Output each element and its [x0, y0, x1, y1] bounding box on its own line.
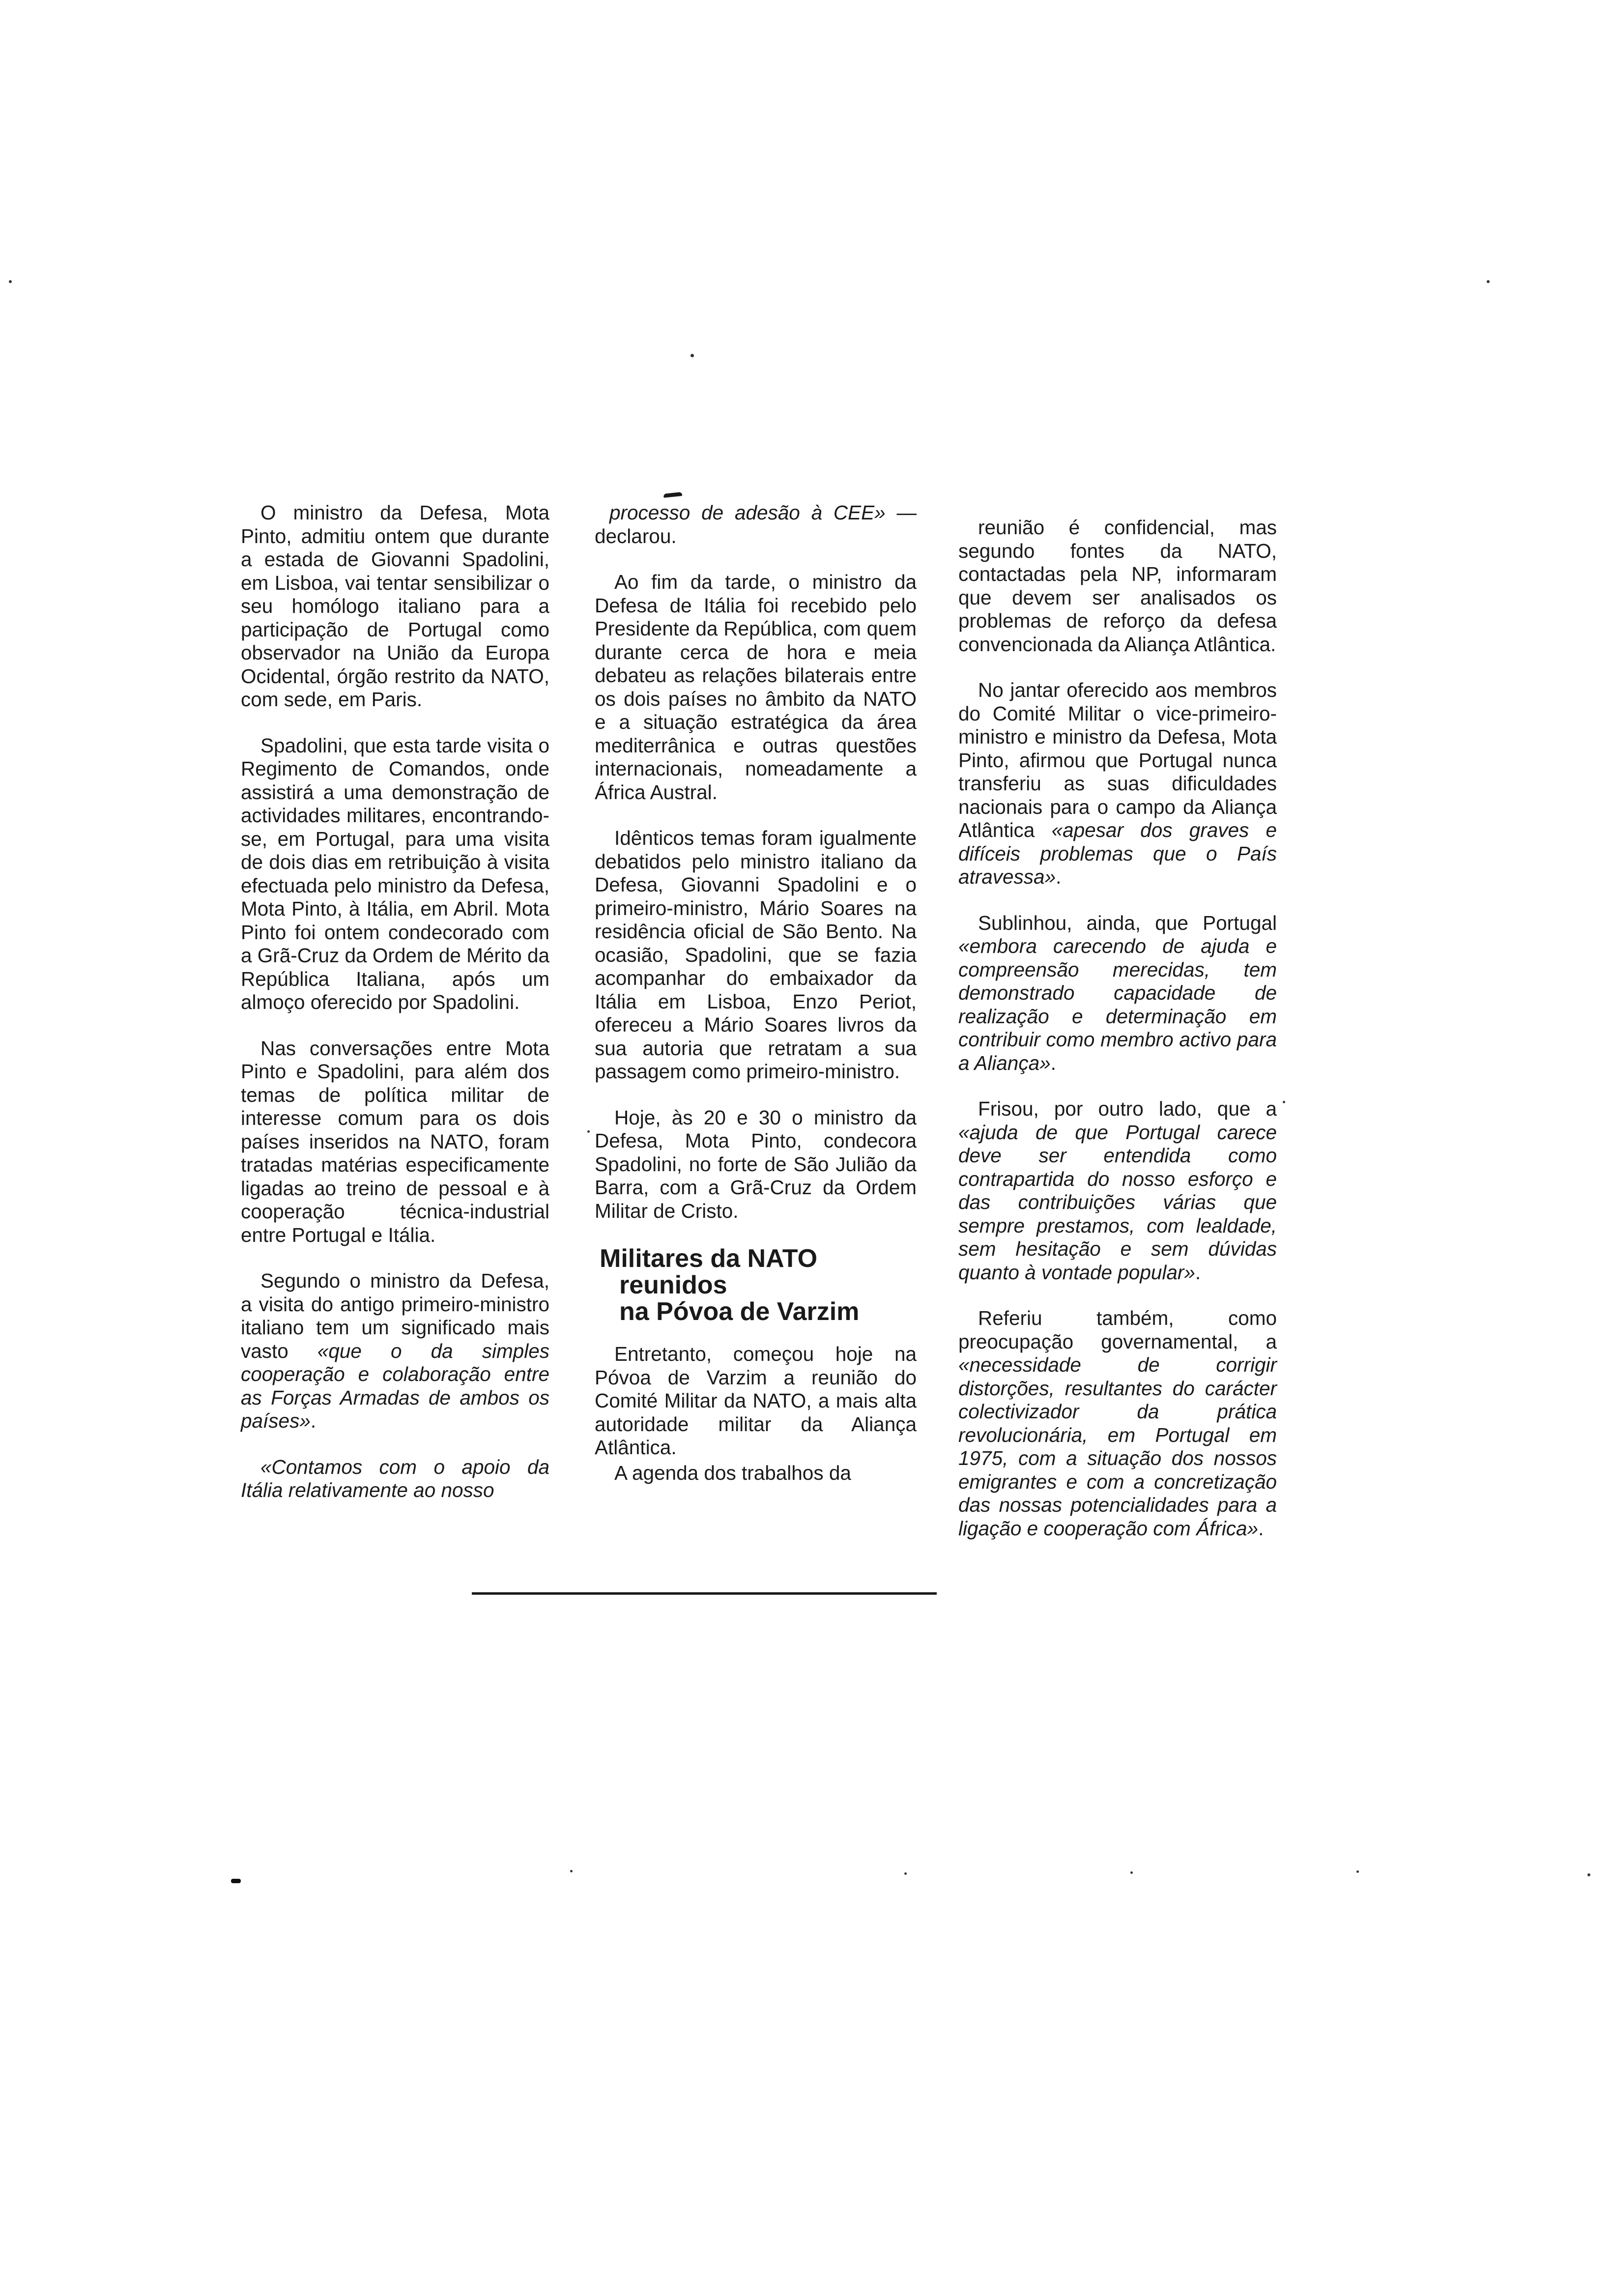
quotation: «apesar dos graves e difíceis problemas que o País atravessa» — [958, 819, 1277, 888]
scan-speck — [1283, 1101, 1285, 1103]
heading-line: na Póvoa de Varzim — [619, 1297, 860, 1326]
scan-speck — [1130, 1871, 1133, 1874]
paragraph: O ministro da Defesa, Mota Pinto, admitiu ontem que durante a estada de Giovanni Spadolini, em Lisboa, vai tentar sensibilizar o seu homólogo italiano para a participação de Portugal como observador na União da Europa Ocidental, órgão restrito da NATO, com sede, em Paris. — [241, 501, 549, 711]
paragraph-end: . — [1195, 1261, 1201, 1284]
paragraph: reunião é confidencial, mas segundo fontes da NATO, contactadas pela NP, informaram que devem ser analisados os problemas de reforço da defesa convencionada da Aliança Atlântica. — [958, 516, 1277, 656]
paragraph-text: No jantar oferecido aos membros do Comité Militar o vice-primeiro-ministro e ministro da Defesa, Mota Pinto, afirmou que Portugal nunca transferiu as suas dificuldades nacionais para o campo da Aliança Atlântica — [958, 679, 1277, 841]
paragraph: Hoje, às 20 e 30 o ministro da Defesa, Mota Pinto, condecora Spadolini, no forte de São Julião da Barra, com a Grã-Cruz da Ordem Militar de Cristo. — [595, 1106, 917, 1222]
paragraph-end: . — [1056, 865, 1062, 888]
paragraph: Idênticos temas foram igualmente debatidos pelo ministro italiano da Defesa, Giovanni Spadolini e o primeiro-ministro, Mário Soares na residência oficial de São Bento. Na ocasião, Spadolini, que se fazia acompanhar do embaixador da Itália em Lisboa, Enzo Periot, ofereceu a Mário Soares livros da sua autoria que retratam a sua passagem como primeiro-ministro. — [595, 827, 917, 1083]
scan-speck — [1587, 1873, 1590, 1876]
column-bottom-rule — [472, 1592, 937, 1595]
paragraph-end: . — [1258, 1517, 1264, 1540]
column-top-mark — [663, 492, 683, 498]
quotation: «embora carecendo de ajuda e compreensão merecidas, tem demonstrado capacidade de realização e determinação em contribuir como membro activo para a Aliança» — [958, 935, 1277, 1074]
paragraph — [241, 1456, 549, 1502]
paragraph-end: — declarou. — [595, 501, 917, 547]
paragraph — [595, 501, 917, 548]
paragraph-text: Frisou, por outro lado, que a — [978, 1097, 1277, 1120]
scan-speck — [904, 1872, 907, 1875]
paragraph: Entretanto, começou hoje na Póvoa de Varzim a reunião do Comité Militar da NATO, a mais alta autoridade militar da Aliança Atlântica. — [595, 1343, 917, 1459]
scan-speck — [1487, 280, 1490, 283]
paragraph-end: . — [1050, 1051, 1056, 1074]
quotation: «Contamos com o apoio da Itália relativamente ao nosso — [241, 1455, 549, 1501]
paragraph-end: . — [310, 1409, 317, 1432]
article-column-3 — [958, 516, 1277, 1540]
section-heading — [600, 1245, 917, 1325]
paragraph — [958, 1307, 1277, 1540]
article-column-1 — [241, 501, 549, 1502]
paragraph — [958, 679, 1277, 889]
paragraph-text: Segundo o ministro da Defesa, a visita do antigo primeiro-ministro italiano tem um significado mais vasto — [241, 1269, 549, 1362]
paragraph-text: Referiu também, como preocupação governamental, a — [958, 1307, 1277, 1353]
paragraph: Nas conversações entre Mota Pinto e Spadolini, para além dos temas de política militar de interesse comum para os dois países inseridos na NATO, foram tratadas matérias especificamente ligadas ao treino de pessoal e à cooperação técnica-industrial entre Portugal e Itália. — [241, 1036, 549, 1246]
quotation: «que o da simples cooperação e colaboração entre as Forças Armadas de ambos os países» — [241, 1339, 549, 1432]
quotation: processo de adesão à CEE» — [609, 501, 886, 524]
paragraph-text: Sublinhou, ainda, que Portugal — [978, 911, 1277, 934]
scan-mark — [231, 1879, 241, 1883]
article-column-2 — [595, 501, 917, 1485]
heading-line: reunidos — [619, 1271, 727, 1299]
heading-line: Militares da NATO — [600, 1244, 818, 1273]
scan-speck — [9, 280, 12, 283]
paragraph: Ao fim da tarde, o ministro da Defesa de Itália foi recebido pelo Presidente da República, com quem durante cerca de hora e meia debateu as relações bilaterais entre os dois países no âmbito da NATO e a situação estratégica da área mediterrânica e outras questões internacionais, nomeadamente a África Austral. — [595, 571, 917, 804]
quotation: «necessidade de corrigir distorções, resultantes do carácter colectivizador da prática revolucionária, em Portugal em 1975, com a situação dos nossos emigrantes e com a concretização das nossas potencialidades para a ligação e cooperação com África» — [958, 1353, 1277, 1540]
scan-speck — [1356, 1870, 1359, 1873]
paragraph: A agenda dos trabalhos da — [614, 1461, 851, 1484]
scan-speck — [691, 354, 694, 357]
paragraph — [241, 1269, 549, 1433]
paragraph: Spadolini, que esta tarde visita o Regimento de Comandos, onde assistirá a uma demonstração de actividades militares, encontrando-se, em Portugal, para uma visita de dois dias em retribuição à visita efectuada pelo ministro da Defesa, Mota Pinto, à Itália, em Abril. Mota Pinto foi ontem condecorado com a Grã-Cruz da Ordem de Mérito da República Italiana, após um almoço oferecido por Spadolini. — [241, 734, 549, 1013]
quotation: «ajuda de que Portugal carece deve ser entendida como contrapartida do nosso esforço e das contribuições várias que sempre prestamos, com lealdade, sem hesitação e sem dúvidas quanto à vontade popular» — [958, 1120, 1277, 1284]
paragraph — [958, 912, 1277, 1075]
scan-speck — [570, 1870, 573, 1872]
paragraph — [958, 1097, 1277, 1284]
scan-speck — [587, 1130, 590, 1133]
